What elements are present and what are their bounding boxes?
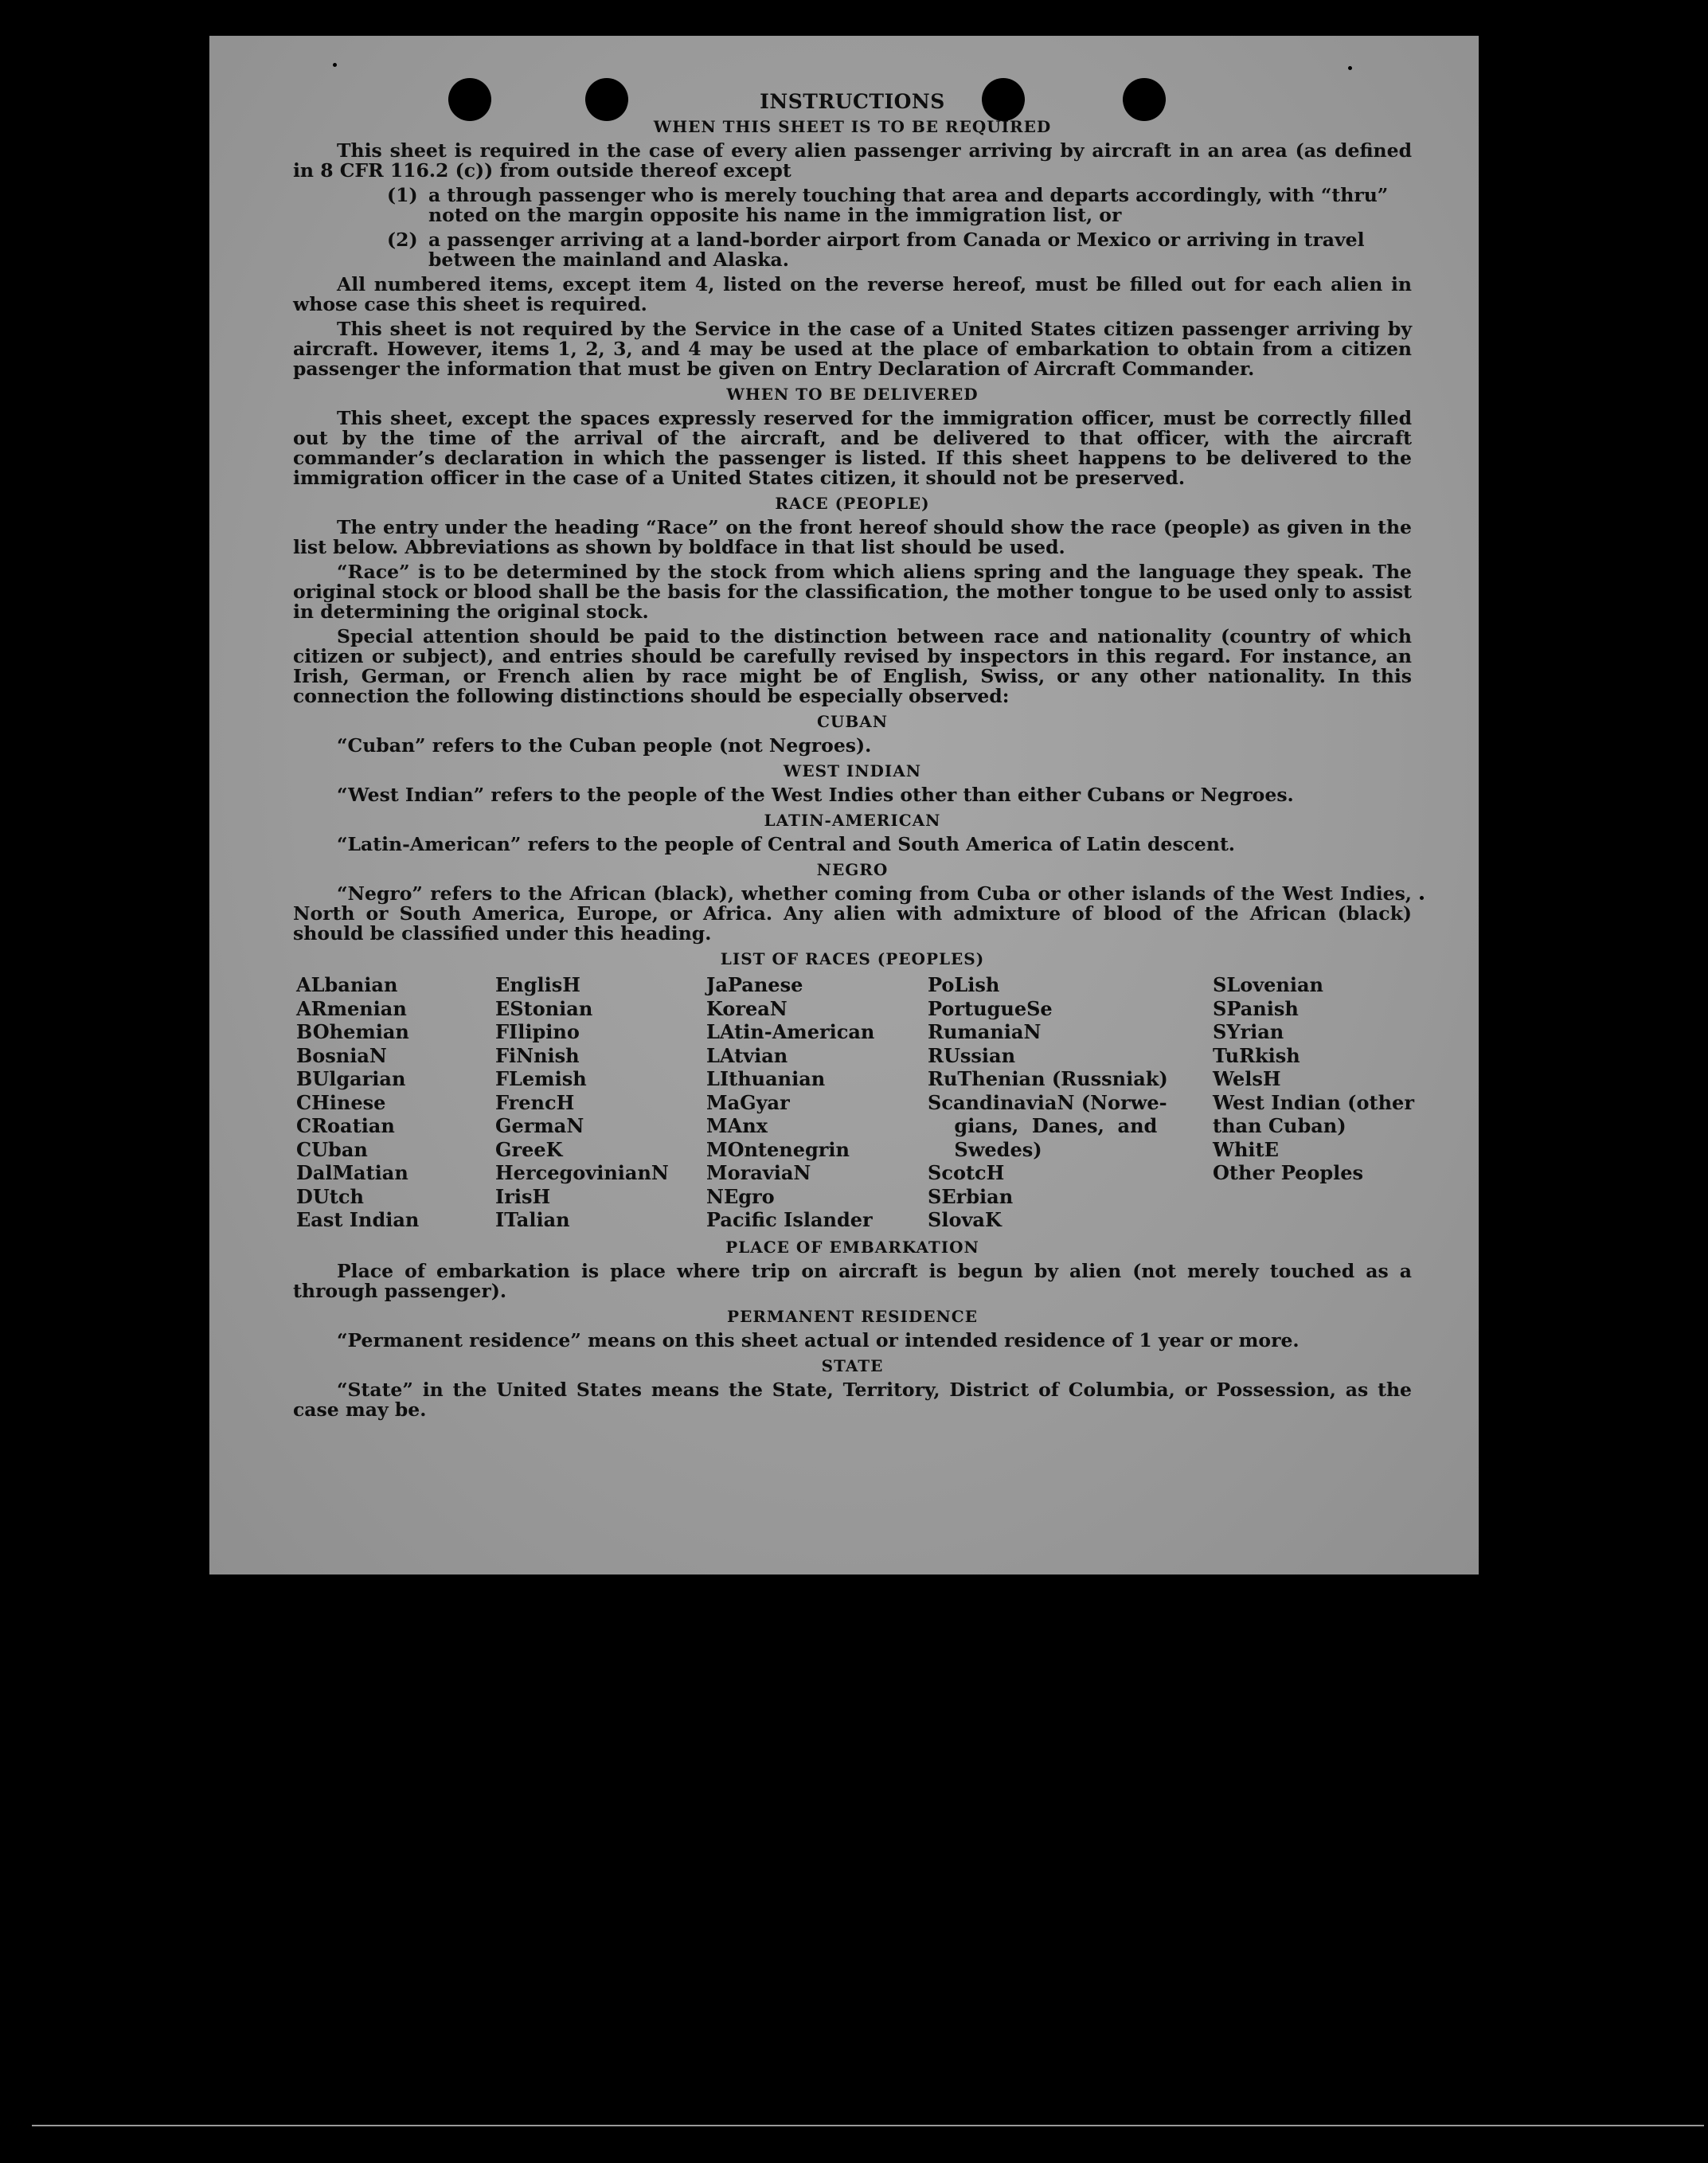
- scan-speck: [1348, 66, 1352, 70]
- residence-paragraph: “Permanent residence” means on this sheet actual or intended residence of 1 year or more.: [337, 1328, 1300, 1351]
- race-entry: CHinese: [296, 1090, 386, 1114]
- scan-speck: [333, 63, 337, 67]
- race-entry: Pacific Islander: [706, 1208, 873, 1231]
- latin-american-paragraph: “Latin-American” refers to the people of Central and South America of Latin descent.: [337, 833, 1235, 855]
- race-entry: PortugueSe: [928, 996, 1053, 1020]
- race-entry: MoraviaN: [706, 1161, 811, 1184]
- race-entry: MOntenegrin: [706, 1137, 850, 1161]
- races-column: [1213, 973, 1412, 1232]
- race-entry: LAtin-American: [706, 1020, 875, 1043]
- race-entry: EStonian: [495, 996, 593, 1020]
- citizen-paragraph: This sheet is not required by the Service in the case of a United States citizen passenger arriving by aircraft. However, items 1, 2, 3, and 4 may be used at the place of embarkation to obtain from a citizen passenger the information that must be given on Entry Declaration of Aircraft Commander.: [293, 318, 1412, 380]
- races-column: [706, 973, 928, 1232]
- race-entry: GermaN: [495, 1114, 584, 1137]
- page-title: INSTRUCTIONS: [760, 90, 945, 113]
- race-entry: BosniaN: [296, 1043, 387, 1067]
- race-entry: gians, Danes, and: [928, 1114, 1158, 1137]
- race-entry: ARmenian: [296, 996, 407, 1020]
- negro-paragraph: “Negro” refers to the African (black), whether coming from Cuba or other islands of the West Indies, North or South America, Europe, or Africa. Any alien with admixture of blood of the African (black) should be classified under this heading.: [293, 882, 1412, 945]
- exception-item-1: [387, 186, 1412, 225]
- race-entry: SYrian: [1213, 1020, 1284, 1043]
- race-entry: LIthuanian: [706, 1067, 826, 1090]
- race-entry: RumaniaN: [928, 1020, 1042, 1043]
- race-entry: ScotcH: [928, 1161, 1005, 1184]
- state-paragraph: “State” in the United States means the State, Territory, District of Columbia, or Possession, as the case may be.: [293, 1378, 1412, 1421]
- race-entry: RuThenian (Russniak): [928, 1067, 1168, 1090]
- heading-permanent-residence: PERMANENT RESIDENCE: [727, 1306, 978, 1326]
- heading-when-delivered: WHEN TO BE DELIVERED: [726, 385, 979, 404]
- heading-cuban: CUBAN: [816, 712, 889, 731]
- race-entry: NEgro: [706, 1184, 775, 1208]
- race-entry: TuRkish: [1213, 1043, 1300, 1067]
- races-column: [928, 973, 1213, 1232]
- race-entry: IrisH: [495, 1184, 551, 1208]
- heading-state: STATE: [821, 1355, 884, 1375]
- races-column: [296, 973, 495, 1232]
- race-entry: DalMatian: [296, 1161, 408, 1184]
- race-entry: FiNnish: [495, 1043, 580, 1067]
- race-entry: BOhemian: [296, 1020, 409, 1043]
- numbered-items-paragraph: All numbered items, except item 4, listed on the reverse hereof, must be filled out for each alien in whose case this sheet is required.: [293, 273, 1412, 315]
- race-entry: FrencH: [495, 1090, 575, 1114]
- race-entry: WelsH: [1213, 1067, 1281, 1090]
- race-entry: ITalian: [495, 1208, 570, 1231]
- heading-list-of-races: LIST OF RACES (PEOPLES): [720, 949, 985, 968]
- race-paragraph-3: Special attention should be paid to the distinction between race and nationality (country of which citizen or subject), and entries should be carefully revised by inspectors in this regard. For instance, an Irish, German, or French alien by race might be of English, Swiss, or any other nationality. In this connection the following distinctions should be especially observed:: [293, 625, 1412, 707]
- race-entry: Swedes): [928, 1137, 1042, 1161]
- race-entry: BUlgarian: [296, 1067, 406, 1090]
- race-entry: ScandinaviaN (Norwe-: [928, 1090, 1167, 1114]
- exception-number: (2): [387, 229, 418, 251]
- race-entry: SErbian: [928, 1184, 1014, 1208]
- race-entry: CRoatian: [296, 1114, 395, 1137]
- race-entry: MAnx: [706, 1114, 768, 1137]
- exception-text: a through passenger who is merely touching that area and departs accordingly, with “thru” noted on the margin opposite his name in the immigration list, or: [428, 184, 1389, 226]
- race-entry: LAtvian: [706, 1043, 788, 1067]
- when-required-intro: This sheet is required in the case of every alien passenger arriving by aircraft in an area (as defined in 8 CFR 116.2 (c)) from outside thereof except: [293, 139, 1412, 182]
- exception-text: a passenger arriving at a land-border airport from Canada or Mexico or arriving in travel between the mainland and Alaska.: [428, 229, 1365, 271]
- heading-embarkation: PLACE OF EMBARKATION: [725, 1237, 979, 1257]
- race-entry: than Cuban): [1213, 1114, 1346, 1137]
- instructions-content: [293, 92, 1412, 1425]
- heading-race: RACE (PEOPLE): [775, 494, 930, 513]
- race-entry: West Indian (other: [1213, 1090, 1414, 1114]
- race-paragraph-2: “Race” is to be determined by the stock from which aliens spring and the language they speak. The original stock or blood shall be the basis for the classification, the mother tongue to be used only to assist in determining the original stock.: [293, 561, 1412, 623]
- race-entry: Other Peoples: [1213, 1161, 1364, 1184]
- scan-speck: [1420, 896, 1424, 900]
- race-entry: KoreaN: [706, 996, 788, 1020]
- race-entry: DUtch: [296, 1184, 364, 1208]
- exception-number: (1): [387, 184, 418, 206]
- race-entry: GreeK: [495, 1137, 563, 1161]
- race-entry: HercegovinianN: [495, 1161, 669, 1184]
- race-entry: CUban: [296, 1137, 368, 1161]
- race-entry: ALbanian: [296, 973, 398, 996]
- embarkation-paragraph: Place of embarkation is place where trip on aircraft is begun by alien (not merely touched as a through passenger).: [293, 1259, 1412, 1302]
- race-entry: SLovenian: [1213, 973, 1323, 996]
- race-entry: FLemish: [495, 1067, 587, 1090]
- race-entry: RUssian: [928, 1043, 1016, 1067]
- races-list: [296, 973, 1412, 1232]
- west-indian-paragraph: “West Indian” refers to the people of the West Indies other than either Cubans or Negroes.: [337, 784, 1294, 806]
- race-entry: PoLish: [928, 973, 1000, 996]
- race-entry: MaGyar: [706, 1090, 790, 1114]
- heading-west-indian: WEST INDIAN: [783, 761, 922, 780]
- race-entry: FIlipino: [495, 1020, 580, 1043]
- races-column: [495, 973, 706, 1232]
- delivery-paragraph: This sheet, except the spaces expressly reserved for the immigration officer, must be correctly filled out by the time of the arrival of the aircraft, and be delivered to that officer, with the aircraft commander’s declaration in which the passenger is listed. If this sheet happens to be delivered to the immigration officer in the case of a United States citizen, it should not be preserved.: [293, 407, 1412, 489]
- race-entry: SPanish: [1213, 996, 1299, 1020]
- race-entry: SlovaK: [928, 1208, 1002, 1231]
- heading-when-required: WHEN THIS SHEET IS TO BE REQUIRED: [653, 117, 1052, 136]
- cuban-paragraph: “Cuban” refers to the Cuban people (not Negroes).: [337, 734, 872, 757]
- document-sheet: [209, 36, 1479, 1574]
- exception-item-2: [387, 230, 1412, 270]
- race-entry: East Indian: [296, 1208, 420, 1231]
- heading-latin-american: LATIN-AMERICAN: [764, 811, 941, 830]
- heading-negro: NEGRO: [816, 860, 889, 879]
- race-entry: JaPanese: [706, 973, 803, 996]
- race-paragraph-1: The entry under the heading “Race” on the front hereof should show the race (people) as given in the list below. Abbreviations as shown by boldface in that list should be used.: [293, 516, 1412, 558]
- scan-edge-line: [32, 2125, 1704, 2126]
- race-entry: EnglisH: [495, 973, 580, 996]
- race-entry: WhitE: [1213, 1137, 1279, 1161]
